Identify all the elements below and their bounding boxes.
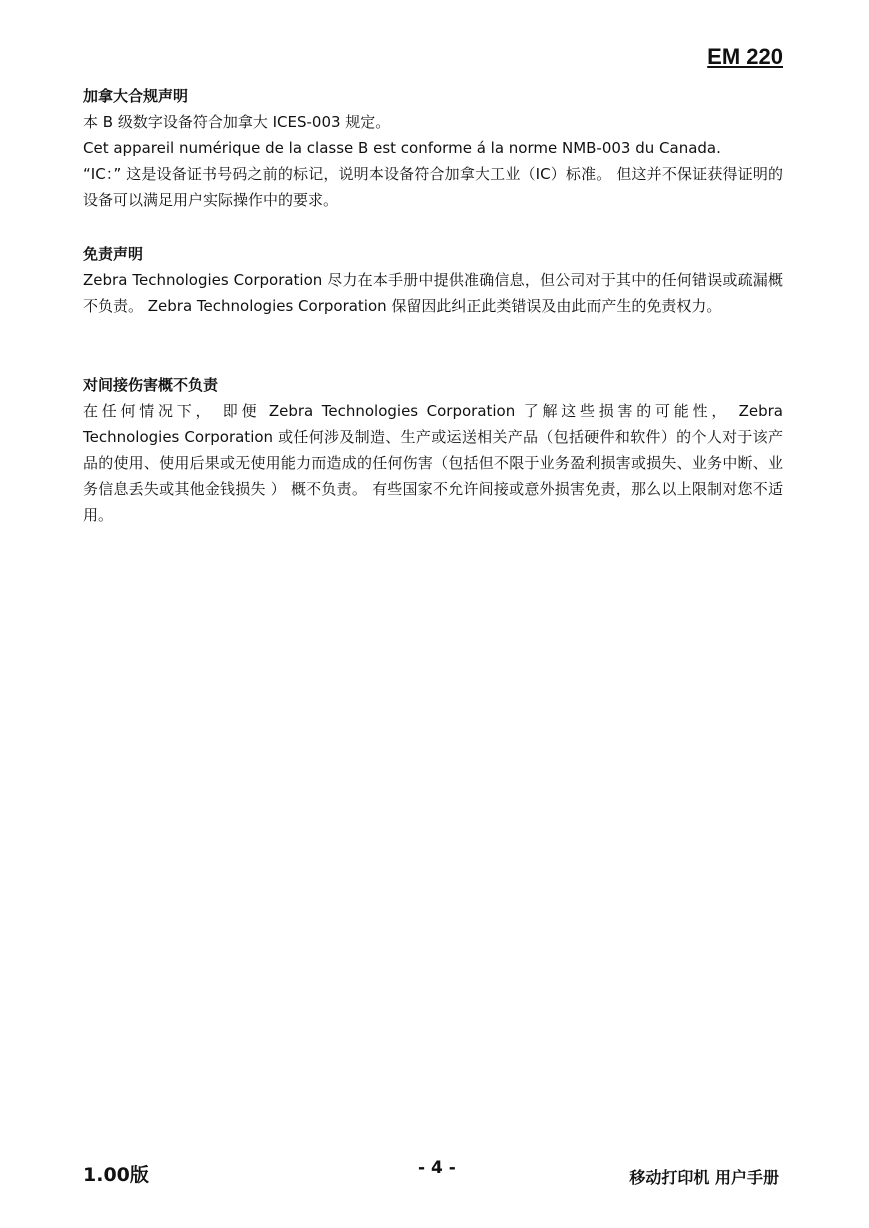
body-line: “IC：” 这是设备证书号码之前的标记，说明本设备符合加拿大工业（IC）标准。 但这并不保证获得证明的设备可以满足用户实际操作中的要求。 <box>83 165 783 209</box>
section-body <box>83 109 783 213</box>
indirect-damage-section <box>83 372 783 528</box>
body-line: Cet appareil numérique de la classe B est conforme á la norme NMB-003 du Canada. <box>83 139 721 157</box>
canada-compliance-section <box>83 83 783 213</box>
section-body <box>83 267 783 319</box>
body-line: 在任何情况下， 即便 Zebra Technologies Corporation 了解这些损害的可能性， Zebra Technologies Corporation 或任何涉及制造、生产或运送相关产品（包括硬件和软件）的个人对于该产品的使用、使用后果或无使用能力而造成的任何伤害（包括但不限于业务盈利损害或损失、业务中断、业务信息丢失或其他金钱损失 ） 概不负责。 有些国家不允许间接或意外损害免责，那么以上限制对您不适用。 <box>83 402 783 524</box>
header-model-title: EM 220 <box>707 44 783 69</box>
footer-page-number: - 4 - <box>418 1158 456 1178</box>
disclaimer-section <box>83 241 783 319</box>
section-title: 免责声明 <box>83 245 144 263</box>
section-title: 对间接伤害概不负责 <box>83 376 219 394</box>
footer-version: 1.00版 <box>83 1164 149 1186</box>
section-title: 加拿大合规声明 <box>83 87 189 105</box>
footer-manual-title: 移动打印机 用户手册 <box>629 1168 779 1187</box>
body-line: Zebra Technologies Corporation 尽力在本手册中提供准确信息，但公司对于其中的任何错误或疏漏概不负责。 Zebra Technologies Corporation 保留因此纠正此类错误及由此而产生的免责权力。 <box>83 271 783 315</box>
section-body <box>83 398 783 528</box>
body-line: 本 B 级数字设备符合加拿大 ICES-003 规定。 <box>83 113 391 131</box>
